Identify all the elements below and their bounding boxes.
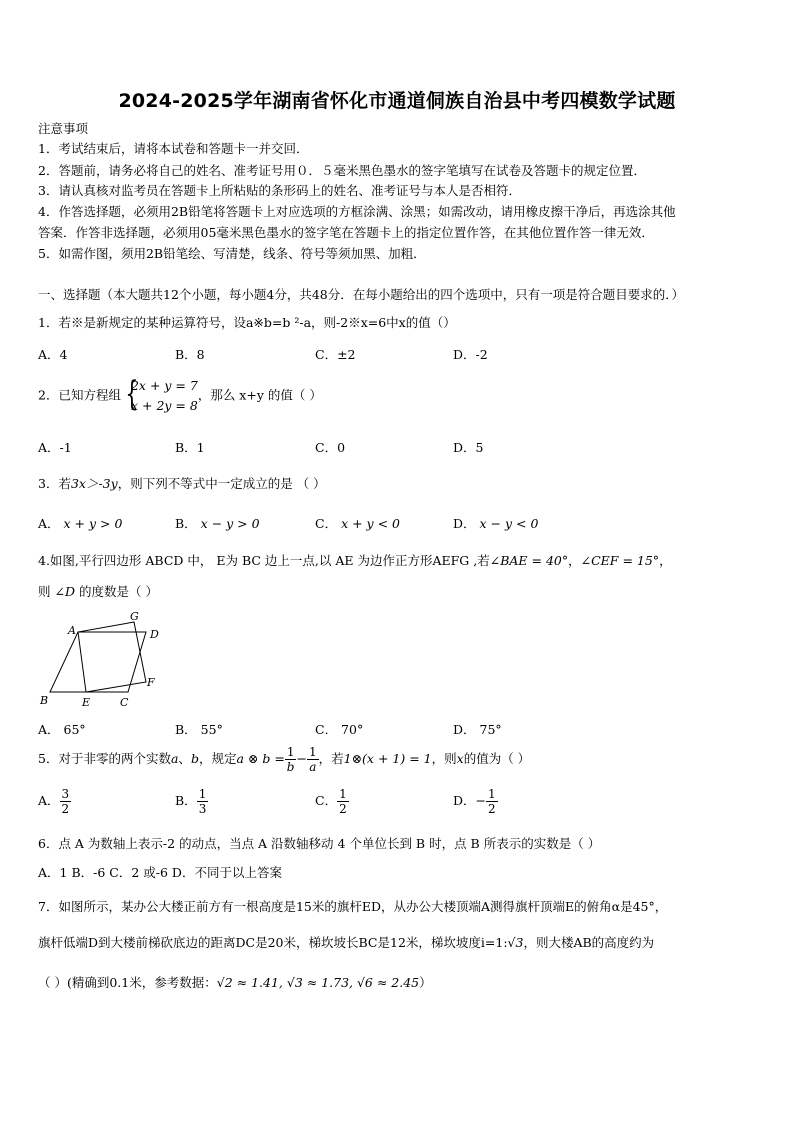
q5-mid: ，规定 (198, 751, 237, 766)
q7-text: 旗杆低端D到大楼前梯砍底边的距离DC是20米，梯坎坡长BC是12米，梯坎坡度i=1: (38, 935, 508, 950)
option-sign: − (475, 793, 487, 808)
q1-option-d: D．-2 (453, 347, 488, 362)
notice-heading: 注意事项 (38, 121, 89, 136)
q3-condition: 3x＞-3y (70, 476, 118, 491)
question-6-options: A．1 B．-6 C．2 或-6 D．不同于以上答案 (38, 865, 282, 880)
numerator: 1 (198, 787, 207, 801)
figure-label: C (120, 696, 129, 709)
fraction (60, 787, 72, 816)
question-1-stem: 1．若※是新规定的某种运算符号，设a※b=b ²-a，则-2※x=6中x的值（） (38, 315, 456, 330)
q1-option-a: A．4 (38, 347, 68, 362)
notice-item: 3．请认真核对监考员在答题卡上所粘贴的条形码上的姓名、准考证号与本人是否相符． (38, 183, 521, 198)
question-4-line-2 (38, 582, 158, 600)
notice-item: 答案．作答非选择题，必须用05毫米黑色墨水的签字笔在答题卡上的指定位置作答，在其他位置作答一律无效． (38, 225, 654, 240)
question-5-stem (38, 745, 530, 774)
q3-option-c (315, 514, 400, 532)
figure-label: A (68, 624, 76, 637)
figure-label: D (150, 628, 159, 641)
notice-item: 4．作答选择题，必须用2B铅笔将答题卡上对应选项的方框涂满、涂黑；如需改动，请用橡皮擦干净后，再选涂其他 (38, 204, 676, 219)
q4-figure (34, 610, 174, 710)
option-label: B． (175, 793, 197, 808)
fraction (307, 745, 319, 774)
figure-label: F (147, 676, 155, 689)
q7-text: （ ）(精确到0.1米，参考数据： (38, 975, 217, 990)
q5-suffix: ，则 (431, 751, 457, 766)
q2-option-c: C．0 (315, 440, 346, 455)
option-expression: x + y > 0 (63, 516, 123, 531)
q7-sqrt3: √3 (507, 935, 524, 950)
q2-prefix: 2．已知方程组 (38, 387, 121, 403)
q4-separator: ， (568, 553, 581, 568)
numerator: 1 (488, 787, 496, 801)
q3-suffix: ，则下列不等式中一定成立的是 （ ） (117, 476, 326, 491)
q1-option-b: B．8 (175, 347, 205, 362)
question-7-line-2 (38, 933, 654, 951)
q4-then: 则 (38, 584, 51, 599)
parallelogram-abcd (50, 632, 146, 692)
figure-label: G (130, 610, 139, 623)
q2-option-a: A．-1 (38, 440, 72, 455)
question-7-line-1: 7．如图所示，某办公大楼正前方有一根高度是15米的旗杆ED，从办公大楼顶端A测得旗杆顶端E的俯角α是45°， (38, 899, 668, 914)
q2-option-b: B．1 (175, 440, 205, 455)
q4-ask: 的度数是（ ） (78, 584, 158, 599)
equation-system (121, 376, 198, 416)
q4-option-c: C． 70° (315, 722, 364, 737)
q4-option-a: A． 65° (38, 722, 86, 737)
q7-reference-data: √2 ≈ 1.41, √3 ≈ 1.73, √6 ≈ 2.45 (216, 975, 420, 990)
fraction (486, 787, 498, 816)
q4-option-b: B． 55° (175, 722, 223, 737)
q2-suffix: ，那么 x+y 的值（ ） (197, 387, 322, 403)
q5-option-a (38, 787, 71, 816)
question-2-stem (38, 376, 322, 416)
section-heading: 一、选择题（本大题共12个小题，每小题4分，共48分．在每小题给出的四个选项中，只有一项是符合题目要求的．） (38, 287, 685, 302)
option-label: A． (38, 516, 60, 531)
question-4-line-1 (38, 551, 672, 569)
question-3-stem (38, 474, 326, 492)
option-label: C． (315, 516, 338, 531)
q5-var-a: a (170, 751, 179, 766)
denominator: 2 (488, 802, 496, 816)
q7-text: ） (419, 975, 432, 990)
notice-item: 2．答题前，请务必将自己的姓名、准考证号用０．５毫米黑色墨水的签字笔填写在试卷及答题卡的规定位置． (38, 163, 646, 178)
question-7-line-3 (38, 973, 432, 991)
q7-text: ，则大楼AB的高度约为 (523, 935, 655, 950)
q5-var-b: b (190, 751, 199, 766)
denominator: 2 (339, 802, 347, 816)
numerator: 1 (308, 745, 317, 759)
q5-prefix: 5．对于非零的两个实数 (38, 751, 171, 766)
numerator: 3 (61, 787, 70, 801)
q5-cond-prefix: ，若 (318, 751, 344, 766)
numerator: 1 (339, 787, 347, 801)
q2-equation-2: x + 2y = 8 (130, 398, 198, 413)
denominator: 3 (198, 802, 207, 816)
option-expression: x − y > 0 (200, 516, 260, 531)
q2-equation-1: 2x + y = 7 (130, 378, 198, 393)
option-label: B． (175, 516, 197, 531)
option-label: C． (315, 793, 338, 808)
denominator: b (286, 760, 295, 774)
q3-option-b (175, 514, 260, 532)
notice-item: 5．如需作图，须用2B铅笔绘、写清楚，线条、符号等须加黑、加粗． (38, 246, 426, 261)
q5-def-lhs: a ⊗ b = (236, 751, 285, 766)
q5-sep: 、 (178, 751, 191, 766)
fraction (285, 745, 297, 774)
page-title: 2024-2025学年湖南省怀化市通道侗族自治县中考四模数学试题 (118, 90, 676, 112)
q4-end: ， (659, 553, 672, 568)
q4-angle-d: ∠D (54, 584, 75, 599)
q4-angle-cef: ∠CEF = 15° (580, 553, 660, 568)
minus: − (296, 751, 307, 766)
question-6-stem: 6．点 A 为数轴上表示-2 的动点，当点 A 沿数轴移动 4 个单位长到 B 时，点 B 所表示的实数是（ ） (38, 836, 601, 851)
q3-option-d (453, 514, 538, 532)
fraction (197, 787, 209, 816)
q4-text: 4.如图,平行四边形 ABCD 中， E为 BC 边上一点,以 AE 为边作正方形AEFG ,若 (38, 553, 490, 568)
denominator: a (309, 760, 317, 774)
q5-option-c (315, 787, 349, 816)
fraction (337, 787, 349, 816)
figure-label: E (82, 696, 91, 709)
brace-icon: { (125, 374, 139, 414)
q5-var-x: x (456, 751, 464, 766)
q3-prefix: 3．若 (38, 476, 71, 491)
q5-option-b (175, 787, 208, 816)
q4-angle-bae: ∠BAE = 40° (489, 553, 569, 568)
q2-option-d: D．5 (453, 440, 484, 455)
q1-option-c: C．±2 (315, 347, 356, 362)
option-expression: x + y < 0 (341, 516, 400, 531)
notice-item: 1．考试结束后，请将本试卷和答题卡一并交回． (38, 141, 309, 156)
option-expression: x − y < 0 (479, 516, 539, 531)
q5-condition: 1⊗(x + 1) = 1 (343, 751, 432, 766)
q5-option-d (453, 787, 498, 816)
option-label: D． (453, 516, 476, 531)
numerator: 1 (285, 745, 297, 760)
figure-label: B (40, 694, 49, 707)
q3-option-a (38, 514, 122, 532)
denominator: 2 (61, 802, 70, 816)
option-label: D． (453, 793, 476, 808)
q4-option-d: D． 75° (453, 722, 502, 737)
q5-suffix: 的值为（ ） (463, 751, 531, 766)
option-label: A． (38, 793, 60, 808)
